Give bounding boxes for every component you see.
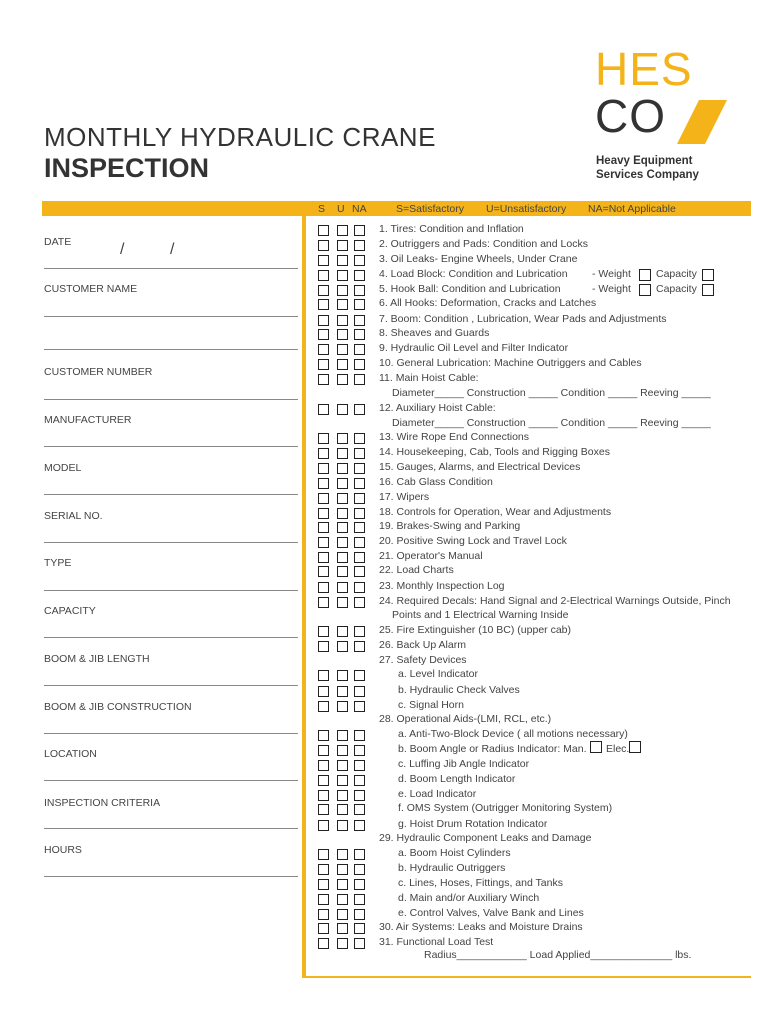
checklist-item: 18. Controls for Operation, Wear and Adjustments	[379, 506, 612, 518]
checkbox-u[interactable]	[337, 225, 348, 236]
checkbox-u[interactable]	[337, 240, 348, 251]
checkbox-u[interactable]	[337, 522, 348, 533]
checkbox-u[interactable]	[337, 670, 348, 681]
field-label-criteria: INSPECTION CRITERIA	[44, 797, 161, 809]
checklist-item: 14. Housekeeping, Cab, Tools and Rigging Boxes	[379, 446, 610, 458]
checkbox-s[interactable]	[318, 775, 329, 786]
checkbox-s[interactable]	[318, 804, 329, 815]
checkbox-na[interactable]	[354, 894, 365, 905]
checkbox-na[interactable]	[354, 701, 365, 712]
checklist-item: 4. Load Block: Condition and Lubrication	[379, 268, 568, 280]
checklist-item: 27. Safety Devices	[379, 654, 467, 666]
field-input-line-customer-name[interactable]	[44, 316, 298, 317]
checkbox-na[interactable]	[354, 552, 365, 563]
checkbox-u[interactable]	[337, 255, 348, 266]
checkbox-u[interactable]	[337, 597, 348, 608]
logo-co: CO	[595, 90, 666, 142]
checkbox-u[interactable]	[337, 404, 348, 415]
field-input-line-type[interactable]	[44, 590, 298, 591]
field-input-line-model[interactable]	[44, 494, 298, 495]
checkbox-na[interactable]	[354, 493, 365, 504]
field-input-line-manufacturer[interactable]	[44, 446, 298, 447]
checkbox-na[interactable]	[354, 730, 365, 741]
checkbox-na[interactable]	[354, 522, 365, 533]
checkbox-u[interactable]	[337, 566, 348, 577]
checkbox-s[interactable]	[318, 686, 329, 697]
checkbox-u[interactable]	[337, 493, 348, 504]
checklist-item: Points and 1 Electrical Warning Inside	[392, 609, 569, 621]
checklist-item: 22. Load Charts	[379, 564, 454, 576]
checkbox-na[interactable]	[354, 299, 365, 310]
field-label-capacity: CAPACITY	[44, 605, 96, 617]
checkbox-na[interactable]	[354, 240, 365, 251]
checkbox-u[interactable]	[337, 923, 348, 934]
checklist-item: 29. Hydraulic Component Leaks and Damage	[379, 832, 592, 844]
checkbox-u[interactable]	[337, 582, 348, 593]
field-input-line-location[interactable]	[44, 780, 298, 781]
checkbox-na[interactable]	[354, 566, 365, 577]
checkbox-na[interactable]	[354, 315, 365, 326]
checkbox-u[interactable]	[337, 508, 348, 519]
checklist-item: 23. Monthly Inspection Log	[379, 580, 505, 592]
checkbox-u[interactable]	[337, 879, 348, 890]
field-label-hours: HOURS	[44, 844, 82, 856]
checkbox-s[interactable]	[318, 760, 329, 771]
checkbox-s[interactable]	[318, 285, 329, 296]
field-label-customer-number: CUSTOMER NUMBER	[44, 366, 153, 378]
checklist-item: 7. Boom: Condition , Lubrication, Wear Pads and Adjustments	[379, 313, 667, 325]
checkbox-u[interactable]	[337, 849, 348, 860]
checkbox-s[interactable]	[318, 670, 329, 681]
checkbox-na[interactable]	[354, 849, 365, 860]
checkbox-na[interactable]	[354, 448, 365, 459]
logo-hes: HES	[595, 43, 693, 95]
checklist-item: a. Boom Hoist Cylinders	[398, 847, 511, 859]
checkbox-s[interactable]	[318, 864, 329, 875]
checkbox-s[interactable]	[318, 299, 329, 310]
checkbox-na[interactable]	[354, 923, 365, 934]
checkbox-s[interactable]	[318, 463, 329, 474]
checklist-item: 11. Main Hoist Cable:	[379, 372, 479, 384]
checklist-item: c. Luffing Jib Angle Indicator	[398, 758, 530, 770]
checklist-item: 8. Sheaves and Guards	[379, 327, 490, 339]
field-label-serial: SERIAL NO.	[44, 510, 103, 522]
checkbox-na[interactable]	[354, 225, 365, 236]
checkbox-s[interactable]	[318, 255, 329, 266]
checklist-item: 31. Functional Load Test	[379, 936, 494, 948]
checkbox-u[interactable]	[337, 864, 348, 875]
field-label-model: MODEL	[44, 462, 82, 474]
logo-slash-icon	[677, 100, 727, 144]
checkbox-na[interactable]	[354, 879, 365, 890]
legend-col-na: NA	[352, 203, 367, 215]
checkbox-na[interactable]	[354, 463, 365, 474]
field-label-date: DATE	[44, 236, 72, 248]
checkbox-s[interactable]	[318, 344, 329, 355]
weight-label: - Weight	[592, 283, 631, 295]
checkbox-na[interactable]	[354, 285, 365, 296]
checkbox-u[interactable]	[337, 448, 348, 459]
checkbox-u[interactable]	[337, 433, 348, 444]
checkbox-u[interactable]	[337, 359, 348, 370]
checkbox-u[interactable]	[337, 478, 348, 489]
checkbox-s[interactable]	[318, 879, 329, 890]
checklist-item: Diameter_____ Construction _____ Condition _____ Reeving _____	[392, 387, 711, 399]
checklist-item: 1. Tires: Condition and Inflation	[379, 223, 524, 235]
checkbox-s[interactable]	[318, 626, 329, 637]
checkbox-s[interactable]	[318, 745, 329, 756]
legend-na-def: NA=Not Applicable	[588, 203, 676, 215]
checkbox-na[interactable]	[354, 670, 365, 681]
checkbox-na[interactable]	[354, 255, 365, 266]
legend-s-def: S=Satisfactory	[396, 203, 464, 215]
legend-col-u: U	[337, 203, 345, 215]
checkbox-s[interactable]	[318, 938, 329, 949]
checkbox-na[interactable]	[354, 804, 365, 815]
checklist-item: Radius____________ Load Applied______________ lbs.	[424, 949, 692, 961]
checklist-item: 6. All Hooks: Deformation, Cracks and Latches	[379, 297, 597, 309]
checklist-item: d. Main and/or Auxiliary Winch	[398, 892, 540, 904]
field-input-line-hours[interactable]	[44, 876, 298, 877]
checklist-item: e. Control Valves, Valve Bank and Lines	[398, 907, 584, 919]
checkbox-u[interactable]	[337, 686, 348, 697]
field-label-type: TYPE	[44, 557, 72, 569]
checkbox-s[interactable]	[318, 894, 329, 905]
checkbox-u[interactable]	[337, 760, 348, 771]
manual-checkbox[interactable]	[590, 741, 602, 753]
checkbox-u[interactable]	[337, 641, 348, 652]
checkbox-u[interactable]	[337, 315, 348, 326]
checklist-item: 20. Positive Swing Lock and Travel Lock	[379, 535, 567, 547]
checklist-item: b. Boom Angle or Radius Indicator: Man.	[398, 743, 587, 755]
divider-bottom	[302, 976, 751, 978]
checkbox-na[interactable]	[354, 686, 365, 697]
checkbox-s[interactable]	[318, 359, 329, 370]
checklist-item: 24. Required Decals: Hand Signal and 2-Electrical Warnings Outside, Pinch	[379, 595, 731, 607]
checkbox-na[interactable]	[354, 537, 365, 548]
checkbox-s[interactable]	[318, 790, 329, 801]
legend-col-s: S	[318, 203, 326, 215]
checkbox-na[interactable]	[354, 478, 365, 489]
checkbox-s[interactable]	[318, 820, 329, 831]
checklist-item: a. Level Indicator	[398, 668, 478, 680]
checkbox-s[interactable]	[318, 240, 329, 251]
checkbox-na[interactable]	[354, 775, 365, 786]
field-label-location: LOCATION	[44, 748, 97, 760]
checkbox-u[interactable]	[337, 790, 348, 801]
checkbox-na[interactable]	[354, 745, 365, 756]
checklist-item: 15. Gauges, Alarms, and Electrical Devices	[379, 461, 581, 473]
form-title-line2: INSPECTION	[44, 153, 210, 183]
checklist-item: 25. Fire Extinguisher (10 BC) (upper cab)	[379, 624, 571, 636]
checkbox-s[interactable]	[318, 329, 329, 340]
checklist-item: e. Load Indicator	[398, 788, 477, 800]
checklist-item: d. Boom Length Indicator	[398, 773, 516, 785]
checkbox-na[interactable]	[354, 909, 365, 920]
checkbox-u[interactable]	[337, 537, 348, 548]
checklist-item: 26. Back Up Alarm	[379, 639, 466, 651]
field-label-boom-construction: BOOM & JIB CONSTRUCTION	[44, 701, 192, 713]
checklist-item: 2. Outriggers and Pads: Condition and Locks	[379, 238, 588, 250]
checkbox-s[interactable]	[318, 566, 329, 577]
checklist-item: b. Hydraulic Check Valves	[398, 684, 520, 696]
capacity-label: Capacity	[656, 283, 697, 295]
checkbox-s[interactable]	[318, 433, 329, 444]
divider-vertical	[302, 216, 306, 977]
form-title-line1: MONTHLY HYDRAULIC CRANE	[44, 122, 436, 152]
legend-u-def: U=Unsatisfactory	[486, 203, 567, 215]
checklist-item: 28. Operational Aids-(LMI, RCL, etc.)	[379, 713, 552, 725]
checkbox-s[interactable]	[318, 508, 329, 519]
checkbox-na[interactable]	[354, 508, 365, 519]
checkbox-u[interactable]	[337, 626, 348, 637]
checklist-item: 12. Auxiliary Hoist Cable:	[379, 402, 496, 414]
checkbox-s[interactable]	[318, 315, 329, 326]
checkbox-s[interactable]	[318, 537, 329, 548]
field-input-line-capacity[interactable]	[44, 637, 298, 638]
field-label-boom-length: BOOM & JIB LENGTH	[44, 653, 150, 665]
checklist-item: 5. Hook Ball: Condition and Lubrication	[379, 283, 561, 295]
checklist-item: 9. Hydraulic Oil Level and Filter Indicator	[379, 342, 569, 354]
elec-label: Elec.	[606, 743, 630, 755]
checklist-item: g. Hoist Drum Rotation Indicator	[398, 818, 548, 830]
checkbox-u[interactable]	[337, 730, 348, 741]
checkbox-u[interactable]	[337, 745, 348, 756]
checklist-item: a. Anti-Two-Block Device ( all motions necessary)	[398, 728, 628, 740]
checkbox-na[interactable]	[354, 582, 365, 593]
checkbox-s[interactable]	[318, 552, 329, 563]
checklist-item: 21. Operator's Manual	[379, 550, 483, 562]
checklist-item: 17. Wipers	[379, 491, 430, 503]
field-input-line-serial[interactable]	[44, 542, 298, 543]
field-input-line-criteria[interactable]	[44, 828, 298, 829]
elec-checkbox[interactable]	[629, 741, 641, 753]
checkbox-s[interactable]	[318, 701, 329, 712]
capacity-checkbox[interactable]	[702, 269, 714, 281]
checkbox-s[interactable]	[318, 597, 329, 608]
checklist-item: b. Hydraulic Outriggers	[398, 862, 506, 874]
weight-checkbox[interactable]	[639, 269, 651, 281]
field-input-line-date[interactable]	[44, 268, 298, 269]
logo-tagline: Heavy Equipment Services Company	[596, 155, 699, 181]
checklist-item: 16. Cab Glass Condition	[379, 476, 493, 488]
checkbox-s[interactable]	[318, 404, 329, 415]
field-input-line-customer-name[interactable]	[44, 349, 298, 350]
checkbox-u[interactable]	[337, 329, 348, 340]
checklist-item: Diameter_____ Construction _____ Condition _____ Reeving _____	[392, 417, 711, 429]
checkbox-s[interactable]	[318, 582, 329, 593]
weight-checkbox[interactable]	[639, 284, 651, 296]
date-separator: /	[120, 241, 125, 258]
checkbox-s[interactable]	[318, 849, 329, 860]
checkbox-na[interactable]	[354, 329, 365, 340]
field-input-line-boom-construction[interactable]	[44, 733, 298, 734]
capacity-checkbox[interactable]	[702, 284, 714, 296]
checkbox-u[interactable]	[337, 804, 348, 815]
checkbox-s[interactable]	[318, 225, 329, 236]
checkbox-u[interactable]	[337, 270, 348, 281]
checkbox-u[interactable]	[337, 894, 348, 905]
checkbox-u[interactable]	[337, 552, 348, 563]
checkbox-s[interactable]	[318, 448, 329, 459]
checkbox-na[interactable]	[354, 344, 365, 355]
checkbox-na[interactable]	[354, 359, 365, 370]
checkbox-u[interactable]	[337, 463, 348, 474]
checkbox-u[interactable]	[337, 701, 348, 712]
checklist-item: 30. Air Systems: Leaks and Moisture Drains	[379, 921, 583, 933]
checklist-item: c. Signal Horn	[398, 699, 464, 711]
checkbox-s[interactable]	[318, 522, 329, 533]
field-input-line-boom-length[interactable]	[44, 685, 298, 686]
checkbox-u[interactable]	[337, 285, 348, 296]
checkbox-s[interactable]	[318, 374, 329, 385]
capacity-label: Capacity	[656, 268, 697, 280]
checklist-item: 10. General Lubrication: Machine Outriggers and Cables	[379, 357, 642, 369]
checkbox-u[interactable]	[337, 775, 348, 786]
hesco-logo	[595, 44, 735, 194]
field-input-line-customer-number[interactable]	[44, 399, 298, 400]
checkbox-u[interactable]	[337, 374, 348, 385]
checklist-item: f. OMS System (Outrigger Monitoring System)	[398, 802, 613, 814]
checkbox-na[interactable]	[354, 626, 365, 637]
checkbox-s[interactable]	[318, 478, 329, 489]
checklist-item: 19. Brakes-Swing and Parking	[379, 520, 521, 532]
checkbox-s[interactable]	[318, 923, 329, 934]
checkbox-na[interactable]	[354, 270, 365, 281]
checkbox-u[interactable]	[337, 344, 348, 355]
checkbox-u[interactable]	[337, 938, 348, 949]
checkbox-na[interactable]	[354, 597, 365, 608]
checkbox-s[interactable]	[318, 909, 329, 920]
checkbox-s[interactable]	[318, 730, 329, 741]
checklist-item: 13. Wire Rope End Connections	[379, 431, 529, 443]
checkbox-u[interactable]	[337, 820, 348, 831]
weight-label: - Weight	[592, 268, 631, 280]
checkbox-na[interactable]	[354, 820, 365, 831]
checkbox-s[interactable]	[318, 270, 329, 281]
checkbox-u[interactable]	[337, 299, 348, 310]
field-label-customer-name: CUSTOMER NAME	[44, 283, 138, 295]
checkbox-na[interactable]	[354, 864, 365, 875]
checkbox-u[interactable]	[337, 909, 348, 920]
checklist-item: c. Lines, Hoses, Fittings, and Tanks	[398, 877, 563, 889]
checkbox-s[interactable]	[318, 641, 329, 652]
checkbox-na[interactable]	[354, 938, 365, 949]
checkbox-na[interactable]	[354, 374, 365, 385]
checkbox-na[interactable]	[354, 790, 365, 801]
field-label-manufacturer: MANUFACTURER	[44, 414, 132, 426]
checklist-item: 3. Oil Leaks- Engine Wheels, Under Crane	[379, 253, 578, 265]
checkbox-na[interactable]	[354, 760, 365, 771]
checkbox-na[interactable]	[354, 433, 365, 444]
checkbox-s[interactable]	[318, 493, 329, 504]
checkbox-na[interactable]	[354, 404, 365, 415]
checkbox-na[interactable]	[354, 641, 365, 652]
date-separator: /	[170, 241, 175, 258]
